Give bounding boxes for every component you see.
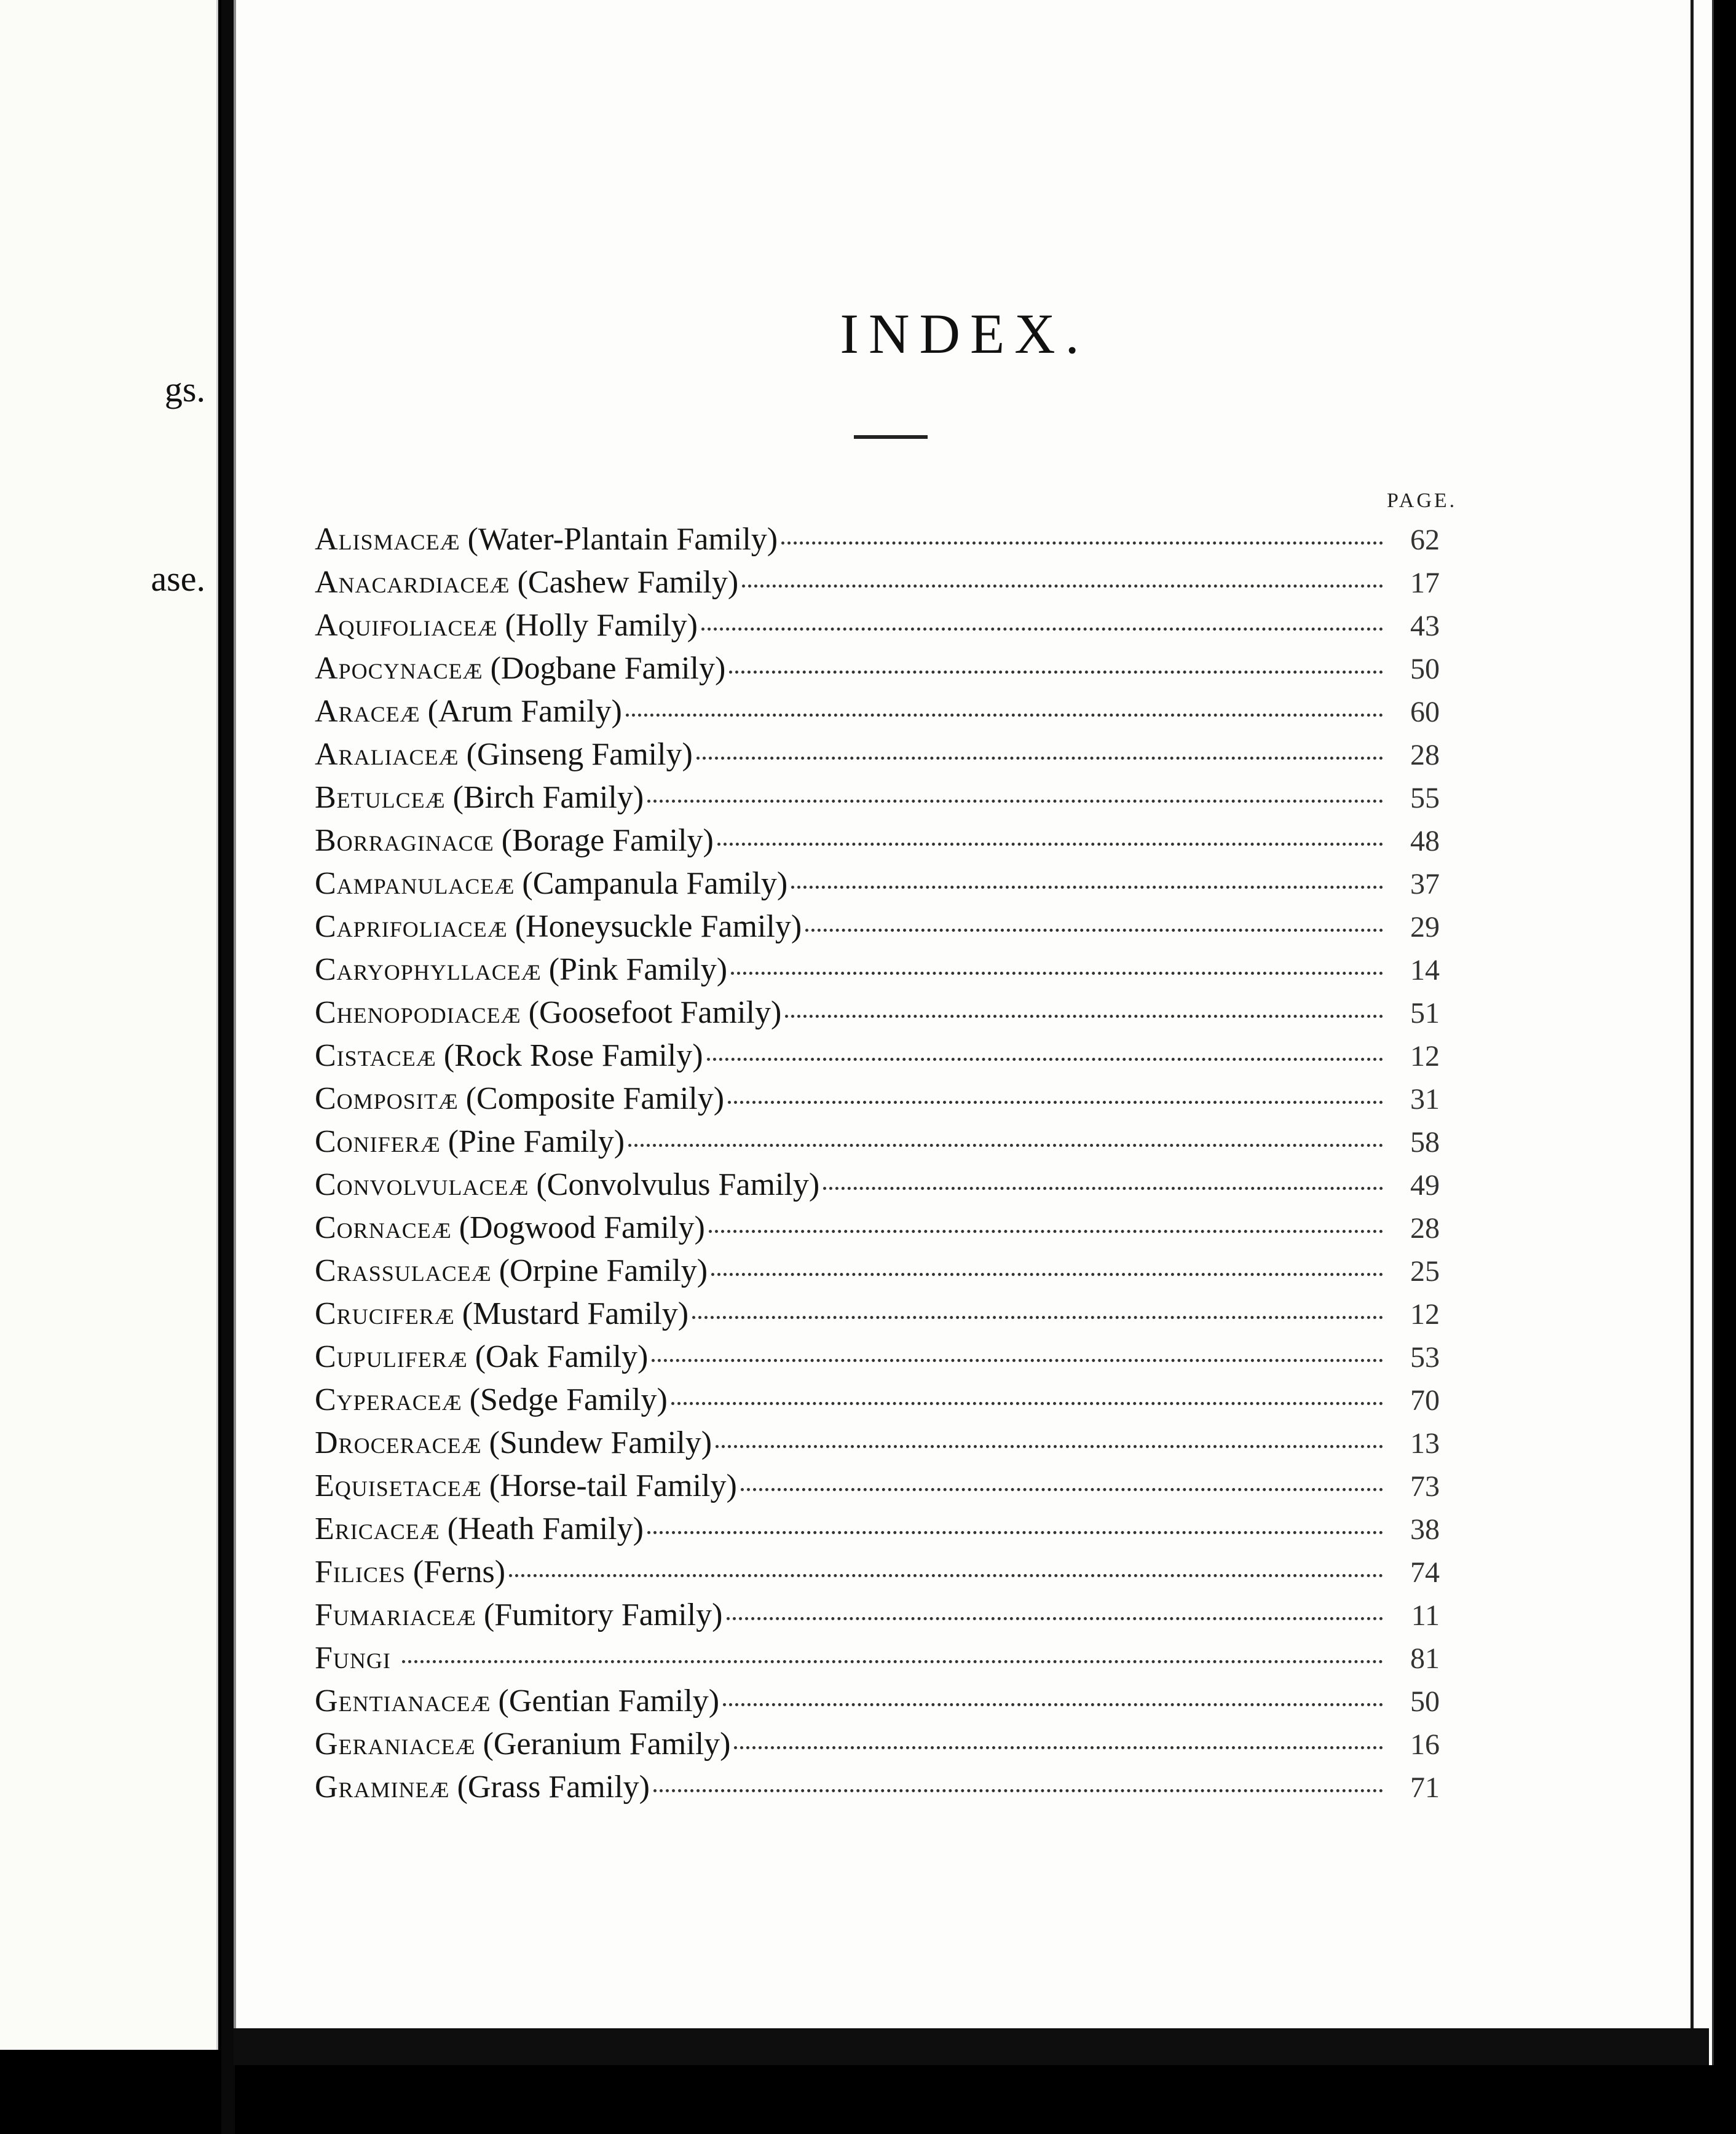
common-name: (Campanula Family) — [522, 866, 788, 901]
title-rule — [854, 435, 928, 439]
index-entry — [315, 1081, 1440, 1124]
leader-dots — [742, 585, 1383, 588]
page-number: 60 — [1410, 696, 1440, 728]
common-name: (Sedge Family) — [469, 1382, 668, 1417]
leader-dots — [711, 1273, 1383, 1276]
index-entry — [315, 1726, 1440, 1769]
page-number: 12 — [1410, 1040, 1440, 1073]
common-name: (Fumitory Family) — [483, 1597, 723, 1632]
leader-dots — [626, 714, 1383, 717]
common-name: (Sundew Family) — [489, 1425, 712, 1460]
page-number: 62 — [1410, 524, 1440, 556]
common-name: (Ginseng Family) — [466, 737, 693, 772]
leader-dots — [781, 541, 1383, 545]
family-name: Araceæ — [315, 694, 420, 729]
family-name: Convolvulaceæ — [315, 1167, 529, 1202]
index-entry — [315, 521, 1440, 564]
page-number: 49 — [1410, 1169, 1440, 1202]
index-entry — [315, 564, 1440, 607]
leader-dots — [727, 1617, 1384, 1620]
page-number: 58 — [1410, 1126, 1440, 1159]
leader-dots — [671, 1402, 1383, 1405]
common-name: (Horse-tail Family) — [489, 1468, 737, 1503]
family-name: Borraginacœ — [315, 823, 494, 858]
scan-border — [234, 2028, 1709, 2065]
leader-dots — [653, 1789, 1383, 1792]
common-name: (Rock Rose Family) — [443, 1038, 703, 1073]
leader-dots — [729, 671, 1383, 674]
leader-dots — [716, 1445, 1383, 1448]
family-name: Campanulaceæ — [315, 866, 515, 901]
page-number: 50 — [1410, 1685, 1440, 1718]
index-entry — [315, 1511, 1440, 1554]
leader-dots — [707, 1058, 1383, 1061]
common-name: (Geranium Family) — [483, 1726, 731, 1762]
index-entry — [315, 607, 1440, 650]
common-name: (Grass Family) — [457, 1770, 650, 1805]
family-name: Gentianaceæ — [315, 1683, 491, 1719]
leader-dots — [731, 972, 1383, 975]
page-number: 28 — [1410, 1212, 1440, 1245]
leader-dots — [628, 1144, 1383, 1147]
leader-dots — [791, 886, 1383, 889]
page-number: 31 — [1410, 1083, 1440, 1116]
common-name: (Goosefoot Family) — [528, 995, 782, 1030]
family-name: Alismaceæ — [315, 522, 460, 557]
page-number: 70 — [1410, 1384, 1440, 1417]
index-entry — [315, 1468, 1440, 1511]
family-name: Apocynaceæ — [315, 651, 483, 686]
family-name: Geraniaceæ — [315, 1726, 476, 1762]
family-name: Caryophyllaceæ — [315, 952, 542, 987]
index-entry — [315, 693, 1440, 736]
leader-dots — [734, 1746, 1383, 1749]
page-number: 81 — [1410, 1642, 1440, 1675]
index-entry — [315, 994, 1440, 1037]
index-entry — [315, 1597, 1440, 1640]
page-number: 16 — [1410, 1728, 1440, 1761]
leader-dots — [823, 1187, 1383, 1190]
index-entry — [315, 822, 1440, 865]
index-entry — [315, 908, 1440, 951]
family-name: Cyperaceæ — [315, 1382, 462, 1417]
index-entry — [315, 736, 1440, 779]
family-name: Crassulaceæ — [315, 1253, 492, 1288]
family-name: Anacardiaceæ — [315, 565, 510, 600]
family-name: Betulceæ — [315, 780, 446, 815]
leader-dots — [701, 628, 1383, 631]
leader-dots — [717, 843, 1383, 846]
index-entry — [315, 1554, 1440, 1597]
family-name: Fumariaceæ — [315, 1597, 476, 1632]
page-number: 13 — [1410, 1427, 1440, 1460]
page-number: 50 — [1410, 653, 1440, 685]
index-entry — [315, 650, 1440, 693]
page-number: 71 — [1410, 1771, 1440, 1804]
page-number: 53 — [1410, 1341, 1440, 1374]
common-name: (Convolvulus Family) — [536, 1167, 820, 1202]
leader-dots — [741, 1488, 1383, 1491]
leader-dots — [402, 1660, 1383, 1663]
left-page — [0, 0, 218, 2050]
common-name: (Ferns) — [412, 1554, 506, 1589]
page-number: 73 — [1410, 1470, 1440, 1503]
leader-dots — [805, 929, 1383, 932]
index-entry — [315, 1339, 1440, 1382]
family-name: Aquifoliaceæ — [315, 608, 498, 643]
page-number: 14 — [1410, 954, 1440, 986]
page-number: 48 — [1410, 825, 1440, 857]
leader-dots — [785, 1015, 1383, 1018]
index-entry — [315, 865, 1440, 908]
index-list — [315, 521, 1440, 1812]
leader-dots — [652, 1359, 1383, 1362]
common-name: (Borage Family) — [501, 823, 714, 858]
leader-dots — [647, 800, 1383, 803]
family-name: Caprifoliaceæ — [315, 909, 508, 944]
family-name: Droceraceæ — [315, 1425, 482, 1460]
common-name: (Pine Family) — [448, 1124, 625, 1159]
index-entry — [315, 1683, 1440, 1726]
family-name: Fungi — [315, 1640, 391, 1675]
common-name: (Dogwood Family) — [459, 1210, 705, 1245]
common-name: (Orpine Family) — [499, 1253, 708, 1288]
common-name: (Holly Family) — [505, 608, 698, 643]
index-entry — [315, 1296, 1440, 1339]
page-number: 38 — [1410, 1513, 1440, 1546]
common-name: (Honeysuckle Family) — [515, 909, 802, 944]
index-entry — [315, 1167, 1440, 1210]
book-gutter — [221, 0, 235, 2134]
leader-dots — [709, 1230, 1383, 1233]
common-name: (Cashew Family) — [517, 565, 739, 600]
family-name: Cornaceæ — [315, 1210, 452, 1245]
page-number: 25 — [1410, 1255, 1440, 1288]
index-entry — [315, 951, 1440, 994]
common-name: (Composite Family) — [465, 1081, 725, 1116]
common-name: (Water-Plantain Family) — [467, 522, 778, 557]
page-title: INDEX. — [840, 302, 1089, 365]
leader-dots — [728, 1101, 1383, 1104]
leader-dots — [696, 757, 1383, 760]
page-number: 55 — [1410, 782, 1440, 814]
index-entry — [315, 1425, 1440, 1468]
common-name: (Arum Family) — [427, 694, 622, 729]
common-name: (Dogbane Family) — [490, 651, 726, 686]
page-number: 28 — [1410, 739, 1440, 771]
page-number: 17 — [1410, 567, 1440, 599]
family-name: Filices — [315, 1554, 406, 1589]
common-name: (Oak Family) — [475, 1339, 649, 1374]
common-name: (Gentian Family) — [498, 1683, 720, 1719]
index-entry — [315, 1124, 1440, 1167]
leader-dots — [647, 1531, 1383, 1534]
index-entry — [315, 1769, 1440, 1812]
page-number: 29 — [1410, 911, 1440, 943]
index-entry — [315, 1210, 1440, 1253]
page-number: 37 — [1410, 868, 1440, 900]
index-entry — [315, 1037, 1440, 1081]
page-number: 43 — [1410, 610, 1440, 642]
family-name: Cruciferæ — [315, 1296, 455, 1331]
page-edge — [1691, 0, 1714, 2065]
index-entry — [315, 1640, 1440, 1683]
page-number: 11 — [1411, 1599, 1440, 1632]
family-name: Cupuliferæ — [315, 1339, 468, 1374]
leader-dots — [692, 1316, 1383, 1319]
family-name: Araliaceæ — [315, 737, 459, 772]
index-entry — [315, 1253, 1440, 1296]
leader-dots — [509, 1574, 1383, 1577]
family-name: Ericaceæ — [315, 1511, 440, 1546]
left-page-fragment: ase. — [151, 559, 205, 599]
family-name: Compositæ — [315, 1081, 459, 1116]
common-name: (Birch Family) — [452, 780, 644, 815]
left-page-fragment: gs. — [164, 369, 205, 409]
page-number: 74 — [1410, 1556, 1440, 1589]
page-number: 12 — [1410, 1298, 1440, 1331]
family-name: Equisetaceæ — [315, 1468, 482, 1503]
family-name: Gramineæ — [315, 1770, 450, 1805]
index-entry — [315, 1382, 1440, 1425]
page-column-header: PAGE. — [1387, 489, 1458, 512]
index-page — [234, 0, 1693, 2028]
family-name: Coniferæ — [315, 1124, 441, 1159]
family-name: Cistaceæ — [315, 1038, 436, 1073]
page-number: 51 — [1410, 997, 1440, 1030]
leader-dots — [723, 1703, 1383, 1706]
family-name: Chenopodiaceæ — [315, 995, 521, 1030]
index-entry — [315, 779, 1440, 822]
common-name: (Mustard Family) — [462, 1296, 689, 1331]
common-name: (Pink Family) — [548, 952, 728, 987]
common-name: (Heath Family) — [447, 1511, 644, 1546]
